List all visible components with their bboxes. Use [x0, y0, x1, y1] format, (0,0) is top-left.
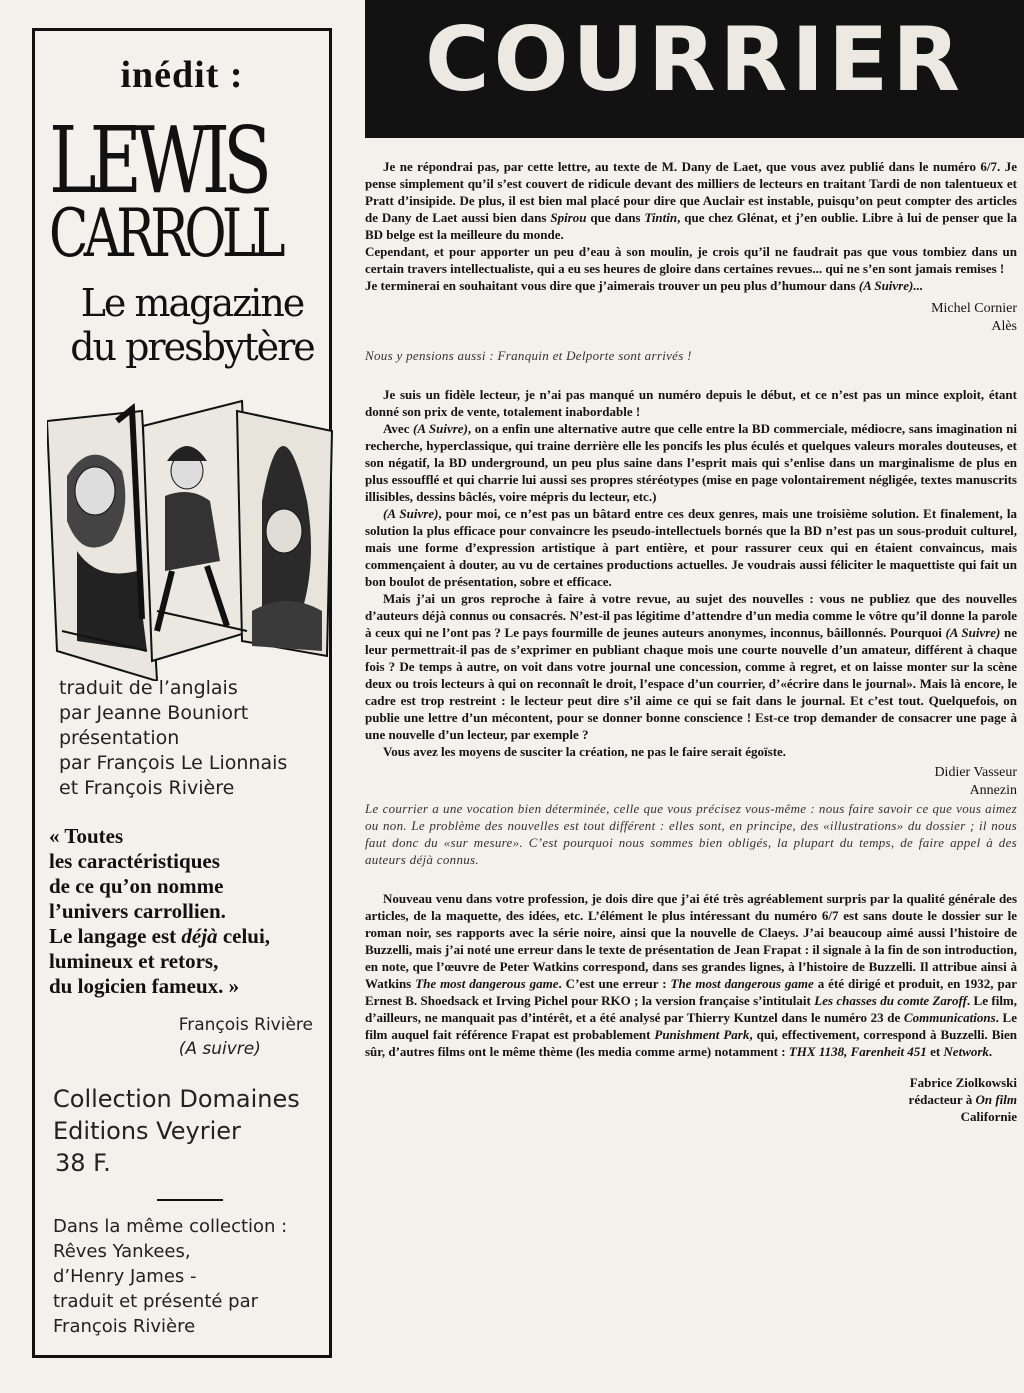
letter-cornier [365, 158, 1017, 364]
section-header [365, 0, 1024, 138]
ad-author-last-name: CARROLL [49, 195, 281, 272]
letter-paragraph: Mais j’ai un gros reproche à faire à votre revue, au sujet des nouvelles : vous ne publiez que des nouvelles d’auteurs déjà connus ou consacrés. N’est-il pas légitime d’attendre d’un media comme le vôtre qu’il donne la parole à ceux qui ne l’ont pas ? Le pays fourmille de jeunes auteurs anonymes, inconnus, bâillonnés. Pourquoi (A Suivre) ne leur permettrait-il pas de s’exprimer en publiant chaque mois une courte nouvelle d’un amateur, différent à chaque fois ? De temps à autre, on voit dans votre journal une concession, comme à regret, et on laisse monter sur la scène deux ou trois lecteurs à qui on reconnaît le droit, l’espace d’un courrier, d’«écrire dans le journal». Mais là encore, le cadre est trop restreint : le lecteur peut dire s’il aime ce qui se fait dans le journal. Et c’est tout. Quelquefois, on publie une lettre d’un mécontent, pour se donner bonne conscience ! Est-ce trop demander de consacrer une page à une nouvelle d’un lecteur, par exemple ? [365, 591, 1018, 742]
letter-signature-name: Didier Vasseur [934, 765, 1017, 780]
ad-review-quote: « Toutes les caractéristiques de ce qu’on nomme l’univers carrollien. Le langage est déjà celui, lumineux et retors, du logicien fameux. » [49, 824, 271, 998]
editor-reply: Nous y pensions aussi : Franquin et Delporte sont arrivés ! [365, 348, 692, 363]
ad-quote-attribution: François Rivière (A suivre) [178, 1015, 313, 1059]
editor-reply: Le courrier a une vocation bien déterminée, celle que vous précisez vous-même : nous faire savoir ce que vous aimez ou non. Le problème des nouvelles est tout différent : elles sont, en principe, des «illustrations» du dossier ; il nous faut donc du «sur mesure». C’est pourquoi nous sommes bien obligés, la plupart du temps, de faire appel à des auteurs déjà connus. [365, 801, 1017, 867]
letter-vasseur [365, 386, 1017, 868]
ad-divider [157, 1199, 223, 1201]
letter-signature-place: Annezin [969, 783, 1017, 798]
letter-signature-name: Michel Cornier [931, 301, 1017, 316]
letter-signature-place: Californie [960, 1109, 1017, 1124]
carroll-illustration [47, 381, 337, 681]
letter-paragraph: Cependant, et pour apporter un peu d’eau à son moulin, je crois qu’il ne faudrait pas que vous tombiez dans un certain travers intellectualiste, qui a eu ses heures de gloire dans certaines revues... qui ne s’en sont jamais remises ! [365, 244, 1017, 276]
letter-signature-name: Fabrice Ziolkowski [909, 1075, 1017, 1090]
ad-author-first-name: LEWIS [49, 107, 266, 214]
ad-kicker: inédit : [120, 54, 244, 96]
letter-signature-place: Alès [991, 319, 1017, 334]
ad-publisher-info: Collection Domaines Editions Veyrier 38 F. [53, 1085, 300, 1177]
ad-book-title: Le magazine du presbytère [70, 281, 314, 369]
letter-paragraph: Avec (A Suivre), on a enfin une alternative autre que celle entre la BD commerciale, médiocre, sans imagination ni recherche, hyperclassique, qui traine derrière elle les poncifs les plus éculés et quelques valeurs morales douteuses, et son négatif, la BD underground, un peu plus saine dans l’esprit mais qui s’enlise dans un marginalisme de plus en plus essoufflé et qui charrie lui aussi ses propres stéréotypes (mise en page volontairement négligée, textes manuscrits illisibles, dessins bâclés, voire mépris du lecteur, etc.) [365, 421, 1017, 504]
letter-paragraph: (A Suivre), pour moi, ce n’est pas un bâtard entre ces deux genres, mais une troisième solution. Et finalement, la solution la plus efficace pour convaincre les pseudo-intellectuels bornés que la BD n’est pas un sous-produit culturel, mais une forme d’expression artistique à part entière, et pour rassurer ceux qui en étaient convaincus, mais commençaient à douter, au vu de certaines productions actuelles. Je voudrais aussi féliciter le maquettiste qui fait un bon boulot de présentation, sobre et efficace. [365, 506, 1017, 589]
letter-paragraph: Je ne répondrai pas, par cette lettre, au texte de M. Dany de Laet, que vous avez publié dans le numéro 6/7. Je pense simplement qu’il s’est couvert de ridicule devant des milliers de lecteurs en traitant Tardi de non talentueux et Pratt d’insipide. De plus, il est bien mal placé pour dire que Auclair est instable, puisqu’on peut compter des articles de Dany de Laet aussi bien dans Spirou que dans Tintin, que chez Glénat, et j’en oublie. Libre à lui de penser que la BD belge est la meilleure du monde. [365, 159, 1017, 242]
letter-paragraph: Je terminerai en souhaitant vous dire que j’aimerais trouver un peu plus d’humour dans (A Suivre)... [365, 278, 924, 293]
ad-same-collection: Dans la même collection : Rêves Yankees, d’Henry James - traduit et présenté par François Rivière [53, 1216, 288, 1337]
ad-credits: traduit de l’anglais par Jeanne Bouniort présentation par François Le Lionnais et François Rivière [59, 677, 288, 799]
letter-paragraph: Vous avez les moyens de susciter la création, ne pas le faire serait égoïste. [383, 744, 787, 759]
book-advertisement [32, 28, 332, 1358]
letter-ziolkowski [365, 890, 1017, 1125]
letter-paragraph: Je suis un fidèle lecteur, je n’ai pas manqué un numéro depuis le début, et ce n’est pas un mince exploit, étant donné son prix de vente, totalement inabordable ! [365, 387, 1017, 419]
letter-signature-role: rédacteur à On film [908, 1092, 1017, 1107]
letters-column [365, 158, 1017, 1125]
section-title: COURRIER [425, 8, 964, 111]
letter-paragraph: Nouveau venu dans votre profession, je dois dire que j’ai été très agréablement surpris par la qualité générale des articles, de la maquette, des idées, etc. L’élément le plus intéressant du numéro 6/7 est sans doute le dossier sur le roman noir, ses rapports avec la série noire, ainsi que la nouvelle de Claeys. J’ai beaucoup aimé aussi l’histoire de Buzzelli, mais j’ai noté une erreur dans le texte de présentation de Jean Frapat : il signale à la fin de son introduction, en note, que l’œuvre de Peter Watkins correspond, dans ses grandes lignes, à l’histoire de Buzzelli. Il attribue ainsi à Watkins The most dangerous game. C’est une erreur : The most dangerous game a été dirigé et produit, en 1932, par Ernest B. Shoedsack et Irving Pichel pour RKO ; la version française s’intitulait Les chasses du comte Zaroff. Le film, d’ailleurs, ne manquait pas d’intérêt, et a été analysé par Thierry Kuntzel dans le numéro 23 de Communications. Le film auquel fait référence Frapat est probablement Punishment Park, qui, effectivement, correspond à Buzzelli. Bien sûr, d’autres films ont le même thème (les media comme arme) notamment : THX 1138, Farenheit 451 et Network. [365, 891, 1018, 1059]
